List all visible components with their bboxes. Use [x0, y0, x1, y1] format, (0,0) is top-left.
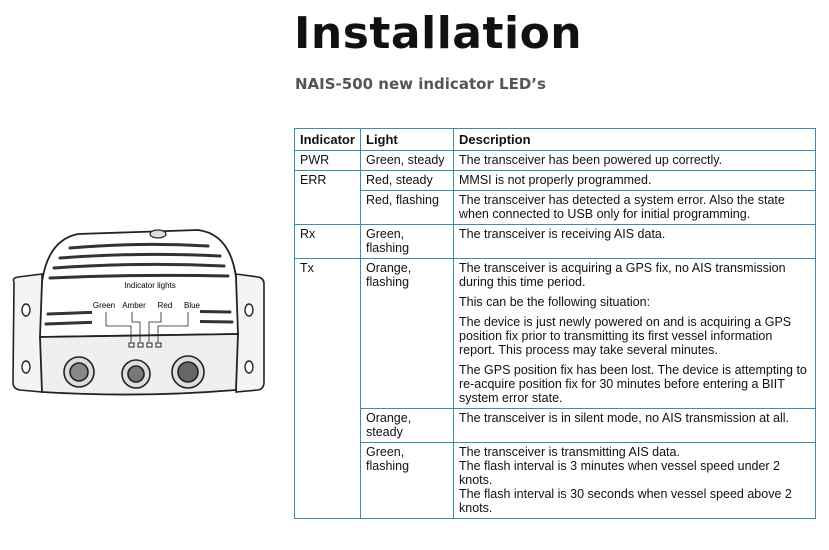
table-row — [295, 443, 816, 519]
description-cell — [454, 171, 816, 191]
header-description: Description — [454, 129, 816, 151]
description-text: MMSI is not properly programmed. — [459, 173, 652, 187]
description-cell — [454, 151, 816, 171]
page-subtitle: NAIS-500 new indicator LED’s — [295, 75, 546, 93]
indicator-table — [294, 128, 816, 519]
description-text: The transceiver is in silent mode, no AIS transmission at all. — [459, 411, 790, 425]
table-row — [295, 225, 816, 259]
description-cell — [454, 191, 816, 225]
light-cell: Green, flashing — [361, 443, 454, 519]
light-cell: Orange, steady — [361, 409, 454, 443]
description-text: The transceiver has detected a system error. Also the state when connected to USB only for initial programming. — [459, 193, 785, 221]
light-cell: Red, flashing — [361, 191, 454, 225]
description-cell — [454, 409, 816, 443]
description-cell — [454, 259, 816, 409]
led-label-blue: Blue — [183, 301, 201, 310]
light-cell: Green, flashing — [361, 225, 454, 259]
light-cell: Red, steady — [361, 171, 454, 191]
led-label-amber: Amber — [122, 301, 146, 310]
table-row — [295, 191, 816, 225]
table-row — [295, 171, 816, 191]
description-text: The device is just newly powered on and is acquiring a GPS position fix prior to transmitting its first vessel information report. This process may take several minutes. — [459, 315, 792, 357]
device-illustration — [8, 222, 270, 407]
table-row — [295, 409, 816, 443]
table-header-row — [295, 129, 816, 151]
table-row — [295, 259, 816, 409]
description-text: The flash interval is 30 seconds when vessel speed above 2 knots. — [459, 487, 792, 515]
indicator-cell: PWR — [295, 151, 361, 171]
description-text: The transceiver is transmitting AIS data. — [459, 445, 680, 459]
led-label-red: Red — [157, 301, 173, 310]
light-cell: Orange, flashing — [361, 259, 454, 409]
indicator-cell: Rx — [295, 225, 361, 259]
table-row — [295, 151, 816, 171]
indicator-cell: Tx — [295, 259, 361, 519]
header-indicator: Indicator — [295, 129, 361, 151]
description-text: The flash interval is 3 minutes when vessel speed under 2 knots. — [459, 459, 781, 487]
description-cell — [454, 443, 816, 519]
page-title: Installation — [294, 8, 583, 59]
led-label-green: Green — [92, 301, 116, 310]
description-cell — [454, 225, 816, 259]
description-text: This can be the following situation: — [459, 295, 651, 309]
description-text: The transceiver is acquiring a GPS fix, no AIS transmission during this time period. — [459, 261, 786, 289]
light-cell: Green, steady — [361, 151, 454, 171]
description-text: The GPS position fix has been lost. The device is attempting to re-acquire position fix for 30 minutes before entering a BIIT system error state. — [459, 363, 807, 405]
figure-caption: Indicator lights — [124, 281, 176, 290]
description-text: The transceiver is receiving AIS data. — [459, 227, 666, 241]
header-light: Light — [361, 129, 454, 151]
indicator-cell: ERR — [295, 171, 361, 225]
description-text: The transceiver has been powered up correctly. — [459, 153, 723, 167]
